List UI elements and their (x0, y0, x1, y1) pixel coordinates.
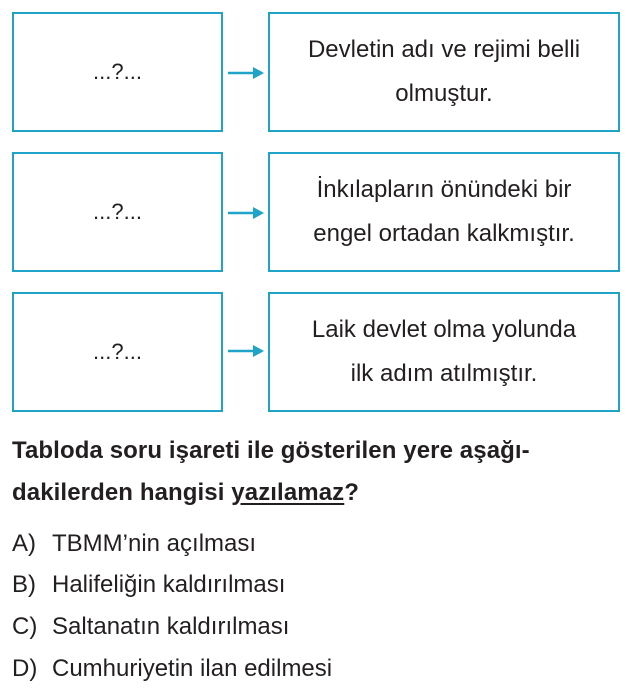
arrow-right-icon (227, 206, 265, 220)
option-b-text: Halifeliğin kaldırılması (52, 571, 286, 598)
result-text-1-line2: olmuştur. (395, 80, 493, 107)
option-c-text: Saltanatın kaldırılması (52, 613, 290, 640)
unknown-text-1: ...?... (93, 59, 142, 84)
result-text-3-line1: Laik devlet olma yolunda (311, 316, 577, 343)
question-part1: Tabloda soru işareti ile gösterilen yere aşağı-dakilerden hangisi (12, 437, 530, 506)
unknown-text-2: ...?... (93, 199, 142, 224)
question-underlined-word: yazılamaz (231, 479, 345, 506)
option-c-letter: C) (12, 613, 38, 640)
result-box-1 (268, 12, 620, 132)
result-text-1-line1: Devletin adı ve rejimi belli (307, 36, 581, 63)
result-text-2-line1: İnkılapların önündeki bir (316, 176, 572, 203)
option-d[interactable] (12, 655, 332, 683)
option-a-text: TBMM’nin açılması (52, 530, 257, 557)
unknown-box-3 (12, 292, 223, 412)
unknown-box-2 (12, 152, 223, 272)
result-text-2-line2: engel ortadan kalkmıştır. (313, 220, 575, 247)
unknown-box-1 (12, 12, 223, 132)
option-b-letter: B) (12, 571, 36, 598)
option-a-letter: A) (12, 530, 36, 557)
unknown-text-3: ...?... (93, 339, 142, 364)
option-b[interactable] (12, 571, 285, 599)
question-text (12, 430, 618, 514)
option-d-letter: D) (12, 655, 38, 682)
question-part2: ? (344, 479, 360, 506)
result-box-2 (268, 152, 620, 272)
arrow-right-icon (227, 344, 265, 358)
arrow-right-icon (227, 66, 265, 80)
option-d-text: Cumhuriyetin ilan edilmesi (52, 655, 333, 682)
option-a[interactable] (12, 530, 256, 558)
result-text-3-line2: ilk adım atılmıştır. (350, 360, 538, 387)
result-box-3 (268, 292, 620, 412)
option-c[interactable] (12, 613, 289, 641)
